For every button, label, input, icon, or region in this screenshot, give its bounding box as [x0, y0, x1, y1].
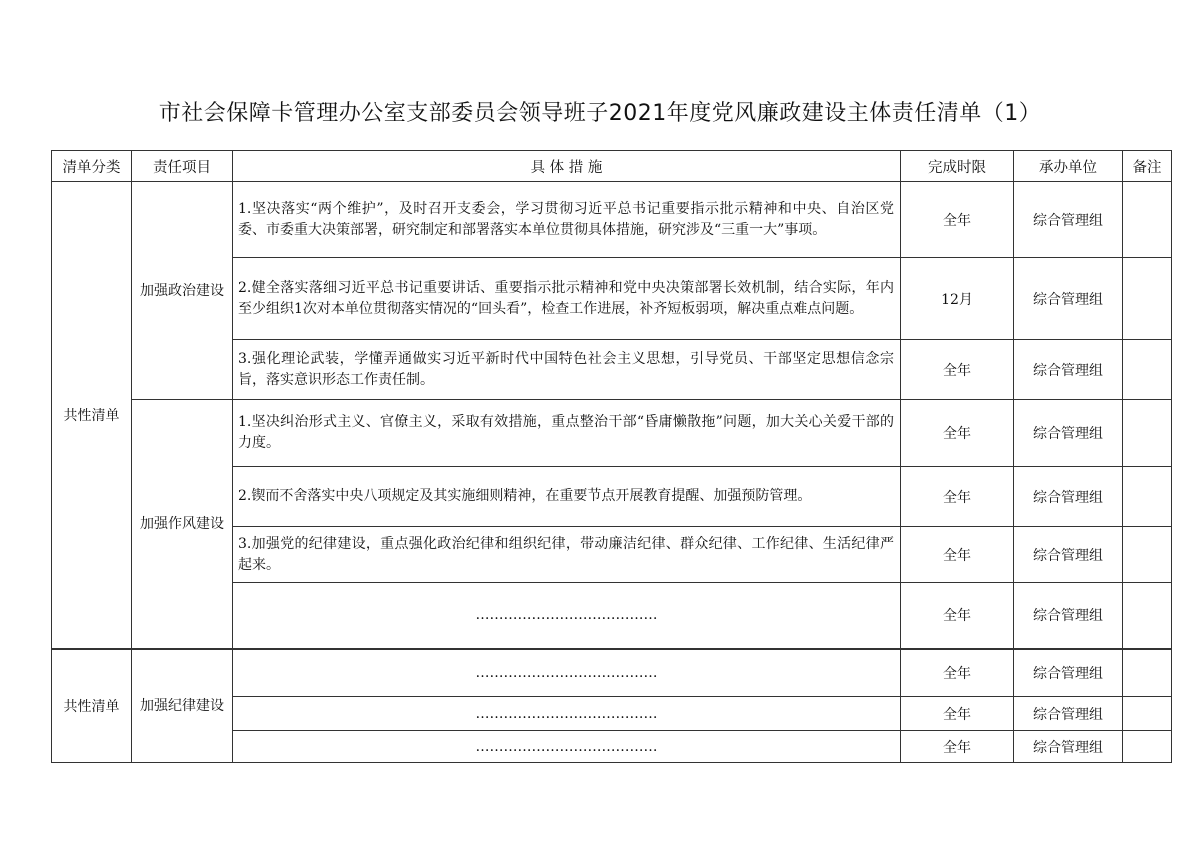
unit-cell: 综合管理组 [1014, 583, 1123, 649]
item-cell: 加强纪律建设 [132, 649, 233, 763]
remark-cell [1123, 340, 1172, 400]
unit-cell: 综合管理组 [1014, 400, 1123, 467]
remark-cell [1123, 583, 1172, 649]
responsibility-table [51, 150, 1172, 763]
remark-cell [1123, 182, 1172, 258]
deadline-cell: 全年 [901, 697, 1014, 731]
measure-cell: ………………………………… [233, 731, 901, 763]
measure-cell: 1.坚决落实“两个维护”，及时召开支委会，学习贯彻习近平总书记重要指示批示精神和中央、自治区党委、市委重大决策部署，研究制定和部署落实本单位贯彻具体措施，研究涉及“三重一大”事项。 [233, 182, 901, 258]
deadline-cell: 全年 [901, 182, 1014, 258]
measure-cell: 2.健全落实落细习近平总书记重要讲话、重要指示批示精神和党中央决策部署长效机制，结合实际，年内至少组织1次对本单位贯彻落实情况的“回头看”，检查工作进展，补齐短板弱项，解决重点难点问题。 [233, 258, 901, 340]
deadline-cell: 12月 [901, 258, 1014, 340]
remark-cell [1123, 731, 1172, 763]
unit-cell: 综合管理组 [1014, 731, 1123, 763]
table-row [52, 182, 1172, 258]
measure-cell: 2.锲而不舍落实中央八项规定及其实施细则精神，在重要节点开展教育提醒、加强预防管理。 [233, 467, 901, 527]
header-remark: 备注 [1123, 151, 1172, 182]
unit-cell: 综合管理组 [1014, 649, 1123, 697]
measure-cell: ………………………………… [233, 697, 901, 731]
remark-cell [1123, 697, 1172, 731]
header-unit: 承办单位 [1014, 151, 1123, 182]
measure-cell: 3.强化理论武装，学懂弄通做实习近平新时代中国特色社会主义思想，引导党员、干部坚定思想信念宗旨，落实意识形态工作责任制。 [233, 340, 901, 400]
unit-cell: 综合管理组 [1014, 527, 1123, 583]
unit-cell: 综合管理组 [1014, 258, 1123, 340]
deadline-cell: 全年 [901, 527, 1014, 583]
document-title: 市社会保障卡管理办公室支部委员会领导班子2021年度党风廉政建设主体责任清单（1） [158, 101, 1042, 126]
unit-cell: 综合管理组 [1014, 182, 1123, 258]
measure-cell: ………………………………… [233, 649, 901, 697]
remark-cell [1123, 258, 1172, 340]
remark-cell [1123, 649, 1172, 697]
category-cell: 共性清单 [52, 649, 132, 763]
item-cell: 加强作风建设 [132, 400, 233, 649]
unit-cell: 综合管理组 [1014, 340, 1123, 400]
unit-cell: 综合管理组 [1014, 697, 1123, 731]
measure-cell: ………………………………… [233, 583, 901, 649]
deadline-cell: 全年 [901, 583, 1014, 649]
deadline-cell: 全年 [901, 340, 1014, 400]
header-category: 清单分类 [52, 151, 132, 182]
deadline-cell: 全年 [901, 400, 1014, 467]
table-row [52, 649, 1172, 697]
measure-cell: 1.坚决纠治形式主义、官僚主义，采取有效措施，重点整治干部“昏庸懒散拖”问题，加大关心关爱干部的力度。 [233, 400, 901, 467]
item-cell: 加强政治建设 [132, 182, 233, 400]
remark-cell [1123, 400, 1172, 467]
deadline-cell: 全年 [901, 649, 1014, 697]
deadline-cell: 全年 [901, 731, 1014, 763]
remark-cell [1123, 467, 1172, 527]
remark-cell [1123, 527, 1172, 583]
unit-cell: 综合管理组 [1014, 467, 1123, 527]
header-deadline: 完成时限 [901, 151, 1014, 182]
category-cell: 共性清单 [52, 182, 132, 649]
table-row [52, 400, 1172, 467]
deadline-cell: 全年 [901, 467, 1014, 527]
table-header-row [52, 151, 1172, 182]
header-item: 责任项目 [132, 151, 233, 182]
header-measure: 具 体 措 施 [233, 151, 901, 182]
measure-cell: 3.加强党的纪律建设，重点强化政治纪律和组织纪律，带动廉洁纪律、群众纪律、工作纪律、生活纪律严起来。 [233, 527, 901, 583]
